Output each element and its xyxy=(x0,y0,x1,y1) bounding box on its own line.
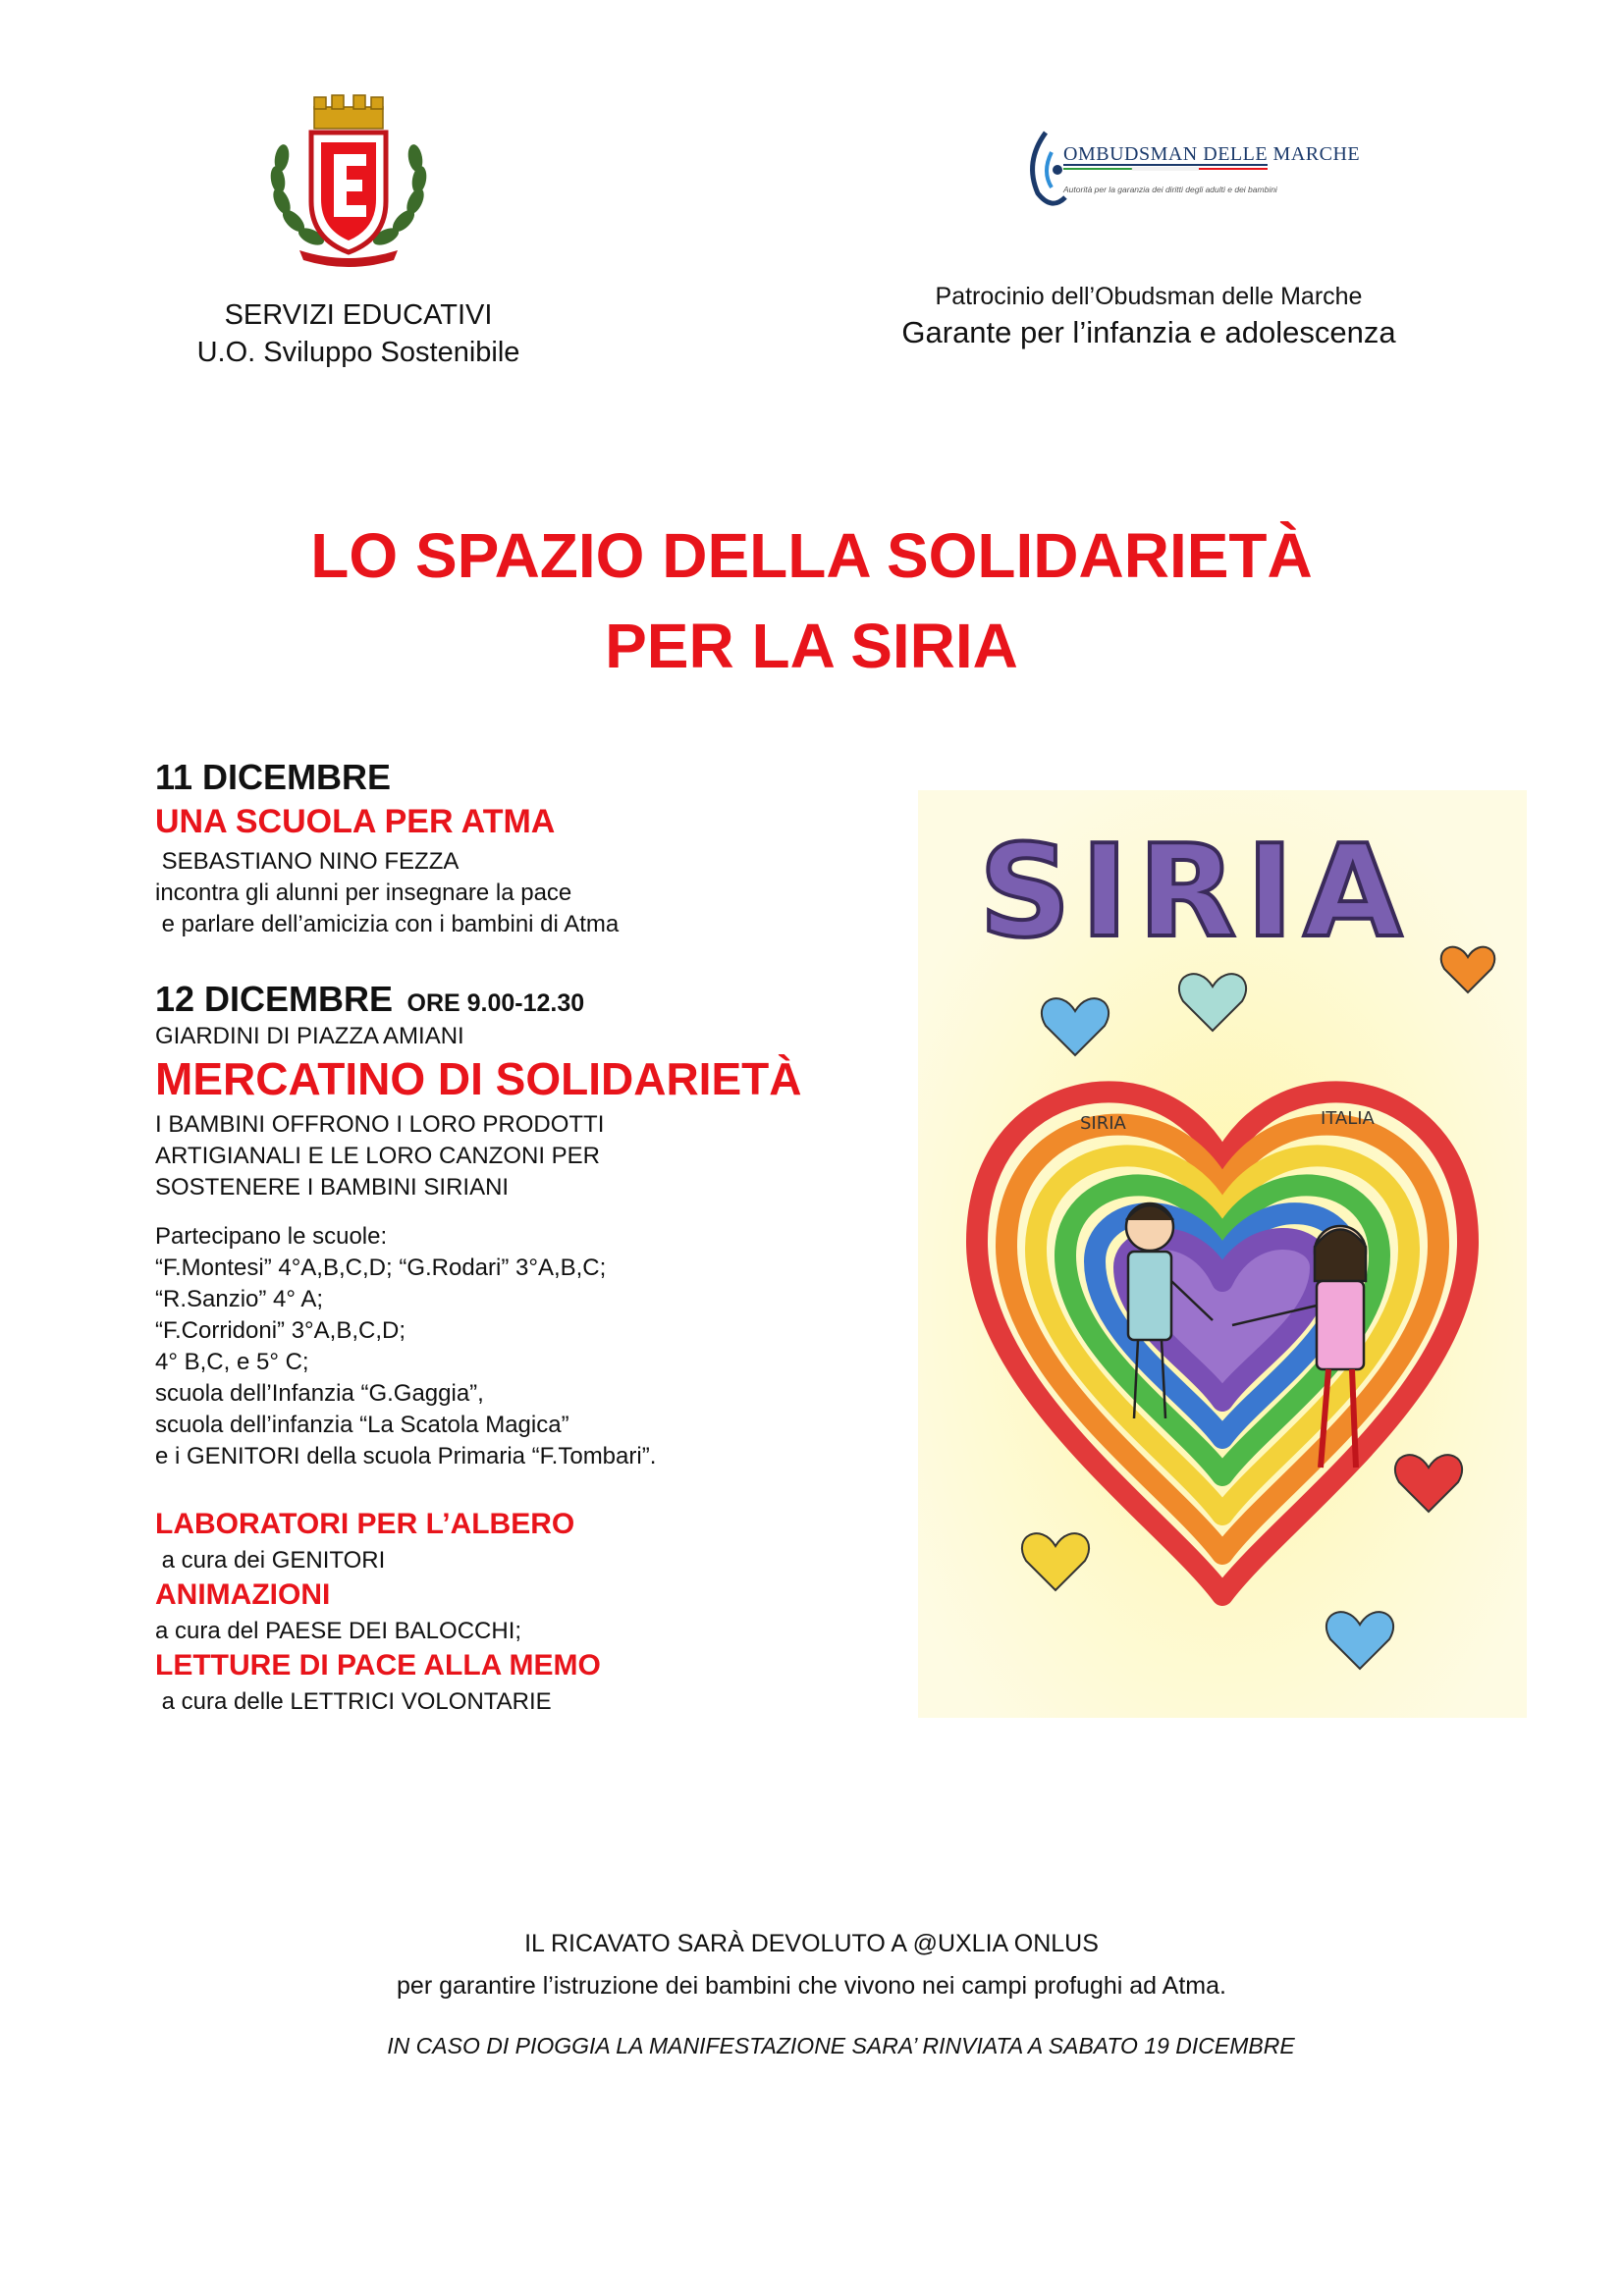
activity2-by: a cura del PAESE DEI BALOCCHI; xyxy=(155,1618,522,1644)
activity3-name: LETTURE DI PACE ALLA MEMO xyxy=(155,1649,601,1682)
page-title xyxy=(0,510,1623,691)
right-header xyxy=(874,280,1424,352)
event2-name: MERCATINO DI SOLIDARIETÀ xyxy=(155,1053,802,1104)
event1-line3: e parlare dell’amicizia con i bambini di Atma xyxy=(155,911,620,937)
event2-place: GIARDINI DI PIAZZA AMIANI xyxy=(155,1023,464,1049)
child-drawing-image xyxy=(918,790,1527,1718)
schools-line7: scuola dell’infanzia “La Scatola Magica” xyxy=(155,1412,569,1438)
schools-line6: scuola dell’Infanzia “G.Gaggia”, xyxy=(155,1380,484,1407)
ombudsman-logo-tagline: Autorità per la garanzia dei diritti degli adulti e dei bambini xyxy=(1063,185,1277,194)
right-header-line1: Patrocinio dell’Obudsman delle Marche xyxy=(935,283,1363,310)
footer-rain-note: IN CASO DI PIOGGIA LA MANIFESTAZIONE SARA’ RINVIATA A SABATO 19 DICEMBRE xyxy=(387,2033,1295,2058)
footer-line1: IL RICAVATO SARÀ DEVOLUTO A @UXLIA ONLUS xyxy=(524,1930,1099,1957)
event2-description-line2: ARTIGIANALI E LE LORO CANZONI PER xyxy=(155,1143,600,1169)
schools-line3: “R.Sanzio” 4° A; xyxy=(155,1286,323,1312)
schools-line8: e i GENITORI della scuola Primaria “F.Tombari”. xyxy=(155,1443,657,1469)
ombudsman-logo xyxy=(1016,113,1271,221)
schools-line2: “F.Montesi” 4°A,B,C,D; “G.Rodari” 3°A,B,C; xyxy=(155,1255,607,1281)
right-header-line2: Garante per l’infanzia e adolescenza xyxy=(901,315,1396,349)
left-header-line2: U.O. Sviluppo Sostenibile xyxy=(196,337,520,368)
drawing-title: SIRIA xyxy=(979,817,1413,966)
activity2-name: ANIMAZIONI xyxy=(155,1578,331,1611)
event1-line1: SEBASTIANO NINO FEZZA xyxy=(155,848,460,875)
page-title-line1: LO SPAZIO DELLA SOLIDARIETÀ xyxy=(310,520,1313,591)
ombudsman-logo-name: OMBUDSMAN DELLE MARCHE xyxy=(1063,143,1361,165)
page-title-line2: PER LA SIRIA xyxy=(605,611,1018,681)
city-crest-logo xyxy=(260,93,437,270)
activity1-name: LABORATORI PER L’ALBERO xyxy=(155,1508,575,1540)
left-header-line1: SERVIZI EDUCATIVI xyxy=(224,299,493,331)
event2-description-line1: I BAMBINI OFFRONO I LORO PRODOTTI xyxy=(155,1111,605,1138)
schools-line1: Partecipano le scuole: xyxy=(155,1223,388,1250)
event2-date-row xyxy=(155,978,584,1021)
activity3-by: a cura delle LETTRICI VOLONTARIE xyxy=(155,1688,552,1715)
event2-description-line3: SOSTENERE I BAMBINI SIRIANI xyxy=(155,1174,510,1201)
drawing-label-right: ITALIA xyxy=(1321,1108,1375,1129)
event1-date: 11 DICEMBRE xyxy=(155,757,392,797)
schools-line4: “F.Corridoni” 3°A,B,C,D; xyxy=(155,1317,406,1344)
drawing-label-left: SIRIA xyxy=(1080,1113,1126,1134)
event1-name: UNA SCUOLA PER ATMA xyxy=(155,803,556,840)
footer-line2: per garantire l’istruzione dei bambini che vivono nei campi profughi ad Atma. xyxy=(397,1972,1226,2000)
schools-line5: 4° B,C, e 5° C; xyxy=(155,1349,309,1375)
event2-time: ORE 9.00-12.30 xyxy=(406,989,585,1017)
activity1-by: a cura dei GENITORI xyxy=(155,1547,386,1574)
left-header xyxy=(152,296,565,371)
event2-date: 12 DICEMBRE xyxy=(155,979,394,1019)
event1-line2: incontra gli alunni per insegnare la pace xyxy=(155,880,572,906)
